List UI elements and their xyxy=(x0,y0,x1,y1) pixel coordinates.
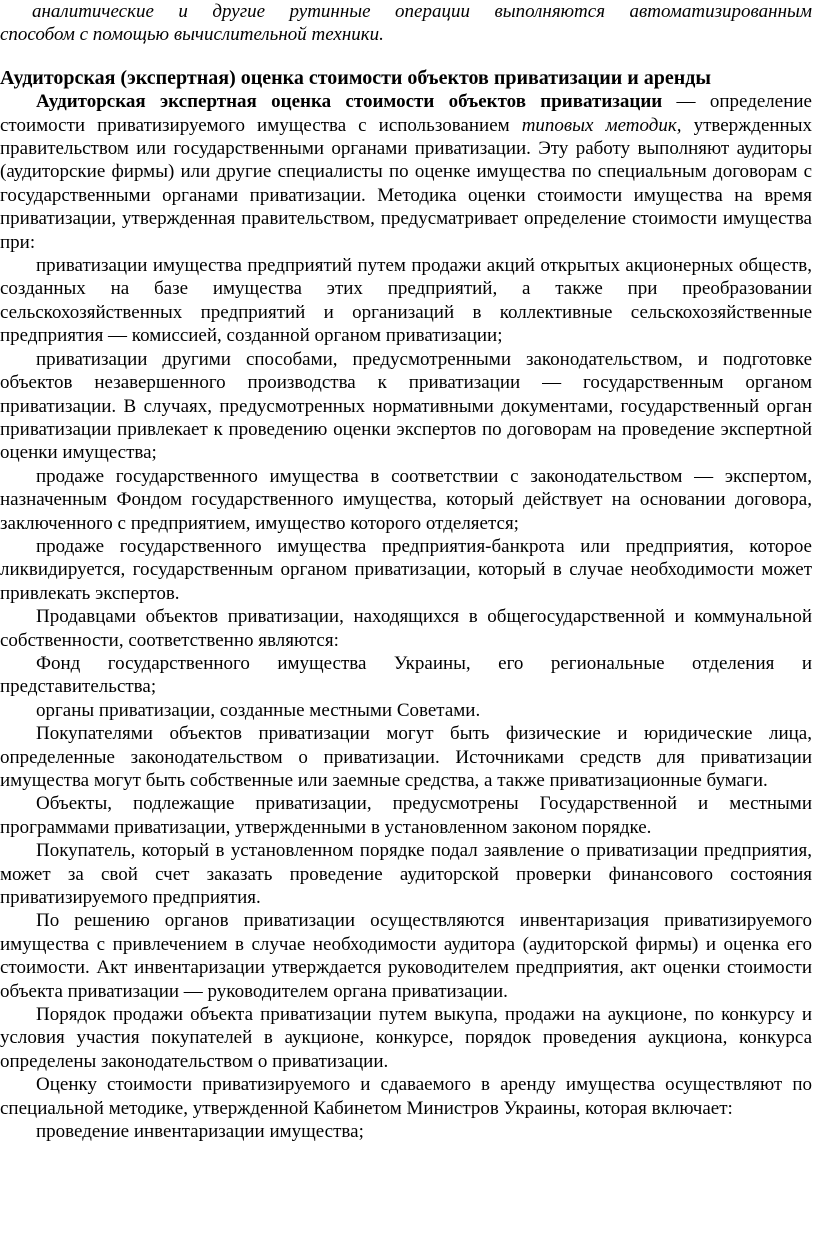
paragraph-1: приватизации имущества предприятий путем продажи акций открытых акционерных обществ, созданных на базе имущества этих предприятий, а также при преобразовании сельскохозяйственных предприятий и организаций в коллективные сельскохозяйственные предприятия — комиссией, созданной органом приватизации; xyxy=(0,255,812,347)
paragraph-8: Покупателями объектов приватизации могут быть физические и юридические лица, определенные законодательством о приватизации. Источниками средств для приватизации имущества могут быть собственные или заемные средства, а также приватизационные бумаги. xyxy=(0,723,812,791)
paragraph-13: Оценку стоимости приватизируемого и сдаваемого в аренду имущества осуществляют по специальной методике, утвержденной Кабинетом Министров Украины, которая включает: xyxy=(0,1074,812,1119)
paragraph-12: Порядок продажи объекта приватизации путем выкупа, продажи на аукционе, по конкурсу и условия участия покупателей в аукционе, конкурсе, порядок проведения аукциона, конкурса определены законодательством о приватизации. xyxy=(0,1004,812,1072)
paragraph-2: приватизации другими способами, предусмотренными законодательством, и подготовке объектов незавершенного производства к приватизации — государственным органом приватизации. В случаях, предусмотренных нормативными документами, государственный орган приватизации привлекает к проведению оценки экспертов по договорам на проведение экспертной оценки имущества; xyxy=(0,348,812,464)
paragraph-14: проведение инвентаризации имущества; xyxy=(36,1121,364,1143)
paragraph-5: Продавцами объектов приватизации, находящихся в общегосударственной и коммунальной собственности, соответственно являются: xyxy=(0,606,812,651)
intro-line-2: способом с помощью вычислительной техники. xyxy=(0,24,384,46)
paragraph-10: Покупатель, который в установленном порядке подал заявление о приватизации предприятия, может за свой счет заказать проведение аудиторской проверки финансового состояния приватизируемого предприятия. xyxy=(0,840,812,909)
paragraph-3: продаже государственного имущества в соответствии с законодательством — экспертом, назначенным Фондом государственного имущества, который действует на основании договора, заключенного с предприятием, имущество которого отделяется; xyxy=(0,465,812,534)
paragraph-4: продаже государственного имущества предприятия-банкрота или предприятия, которое ликвидируется, государственным органом приватизации, который в случае необходимости может привлекать экспертов. xyxy=(0,535,812,604)
paragraph-6: Фонд государственного имущества Украины, его региональные отделения и представительства; xyxy=(0,652,812,698)
paragraph-11: По решению органов приватизации осуществляются инвентаризация приватизируемого имущества с привлечением в случае необходимости аудитора (аудиторской фирмы) и оценка его стоимости. Акт инвентаризации утверждается руководителем предприятия, акт оценки стоимости объекта приватизации — руководителем органа приватизации. xyxy=(0,910,812,1002)
definition-term: Аудиторская экспертная оценка стоимости объектов приватизации xyxy=(36,91,663,113)
definition-text-b: утвержденных правительством или государственными органами приватизации. Эту работу выполняют аудиторы (аудиторские фирмы) или другие специалисты по оценке имущества по специальным договорам с государственными органами приватизации. Методика оценки стоимости имущества на время приватизации, утвержденная правительством, предусматривает определение стоимости имущества при: xyxy=(0,114,812,253)
definition-italic: типовых методик, xyxy=(521,114,682,136)
paragraph-7: органы приватизации, созданные местными Советами. xyxy=(36,699,481,721)
definition-text-a: — определение стоимости приватизируемого имущества с использованием xyxy=(0,91,812,136)
intro-line-1: аналитические и другие рутинные операции выполняются автоматизированным xyxy=(32,1,812,22)
paragraph-9: Объекты, подлежащие приватизации, предусмотрены Государственной и местными программами приватизации, утвержденными в установленном законом порядке. xyxy=(0,793,812,838)
section-heading: Аудиторская (экспертная) оценка стоимости объектов приватизации и аренды xyxy=(0,66,712,89)
definition-paragraph xyxy=(0,90,812,254)
